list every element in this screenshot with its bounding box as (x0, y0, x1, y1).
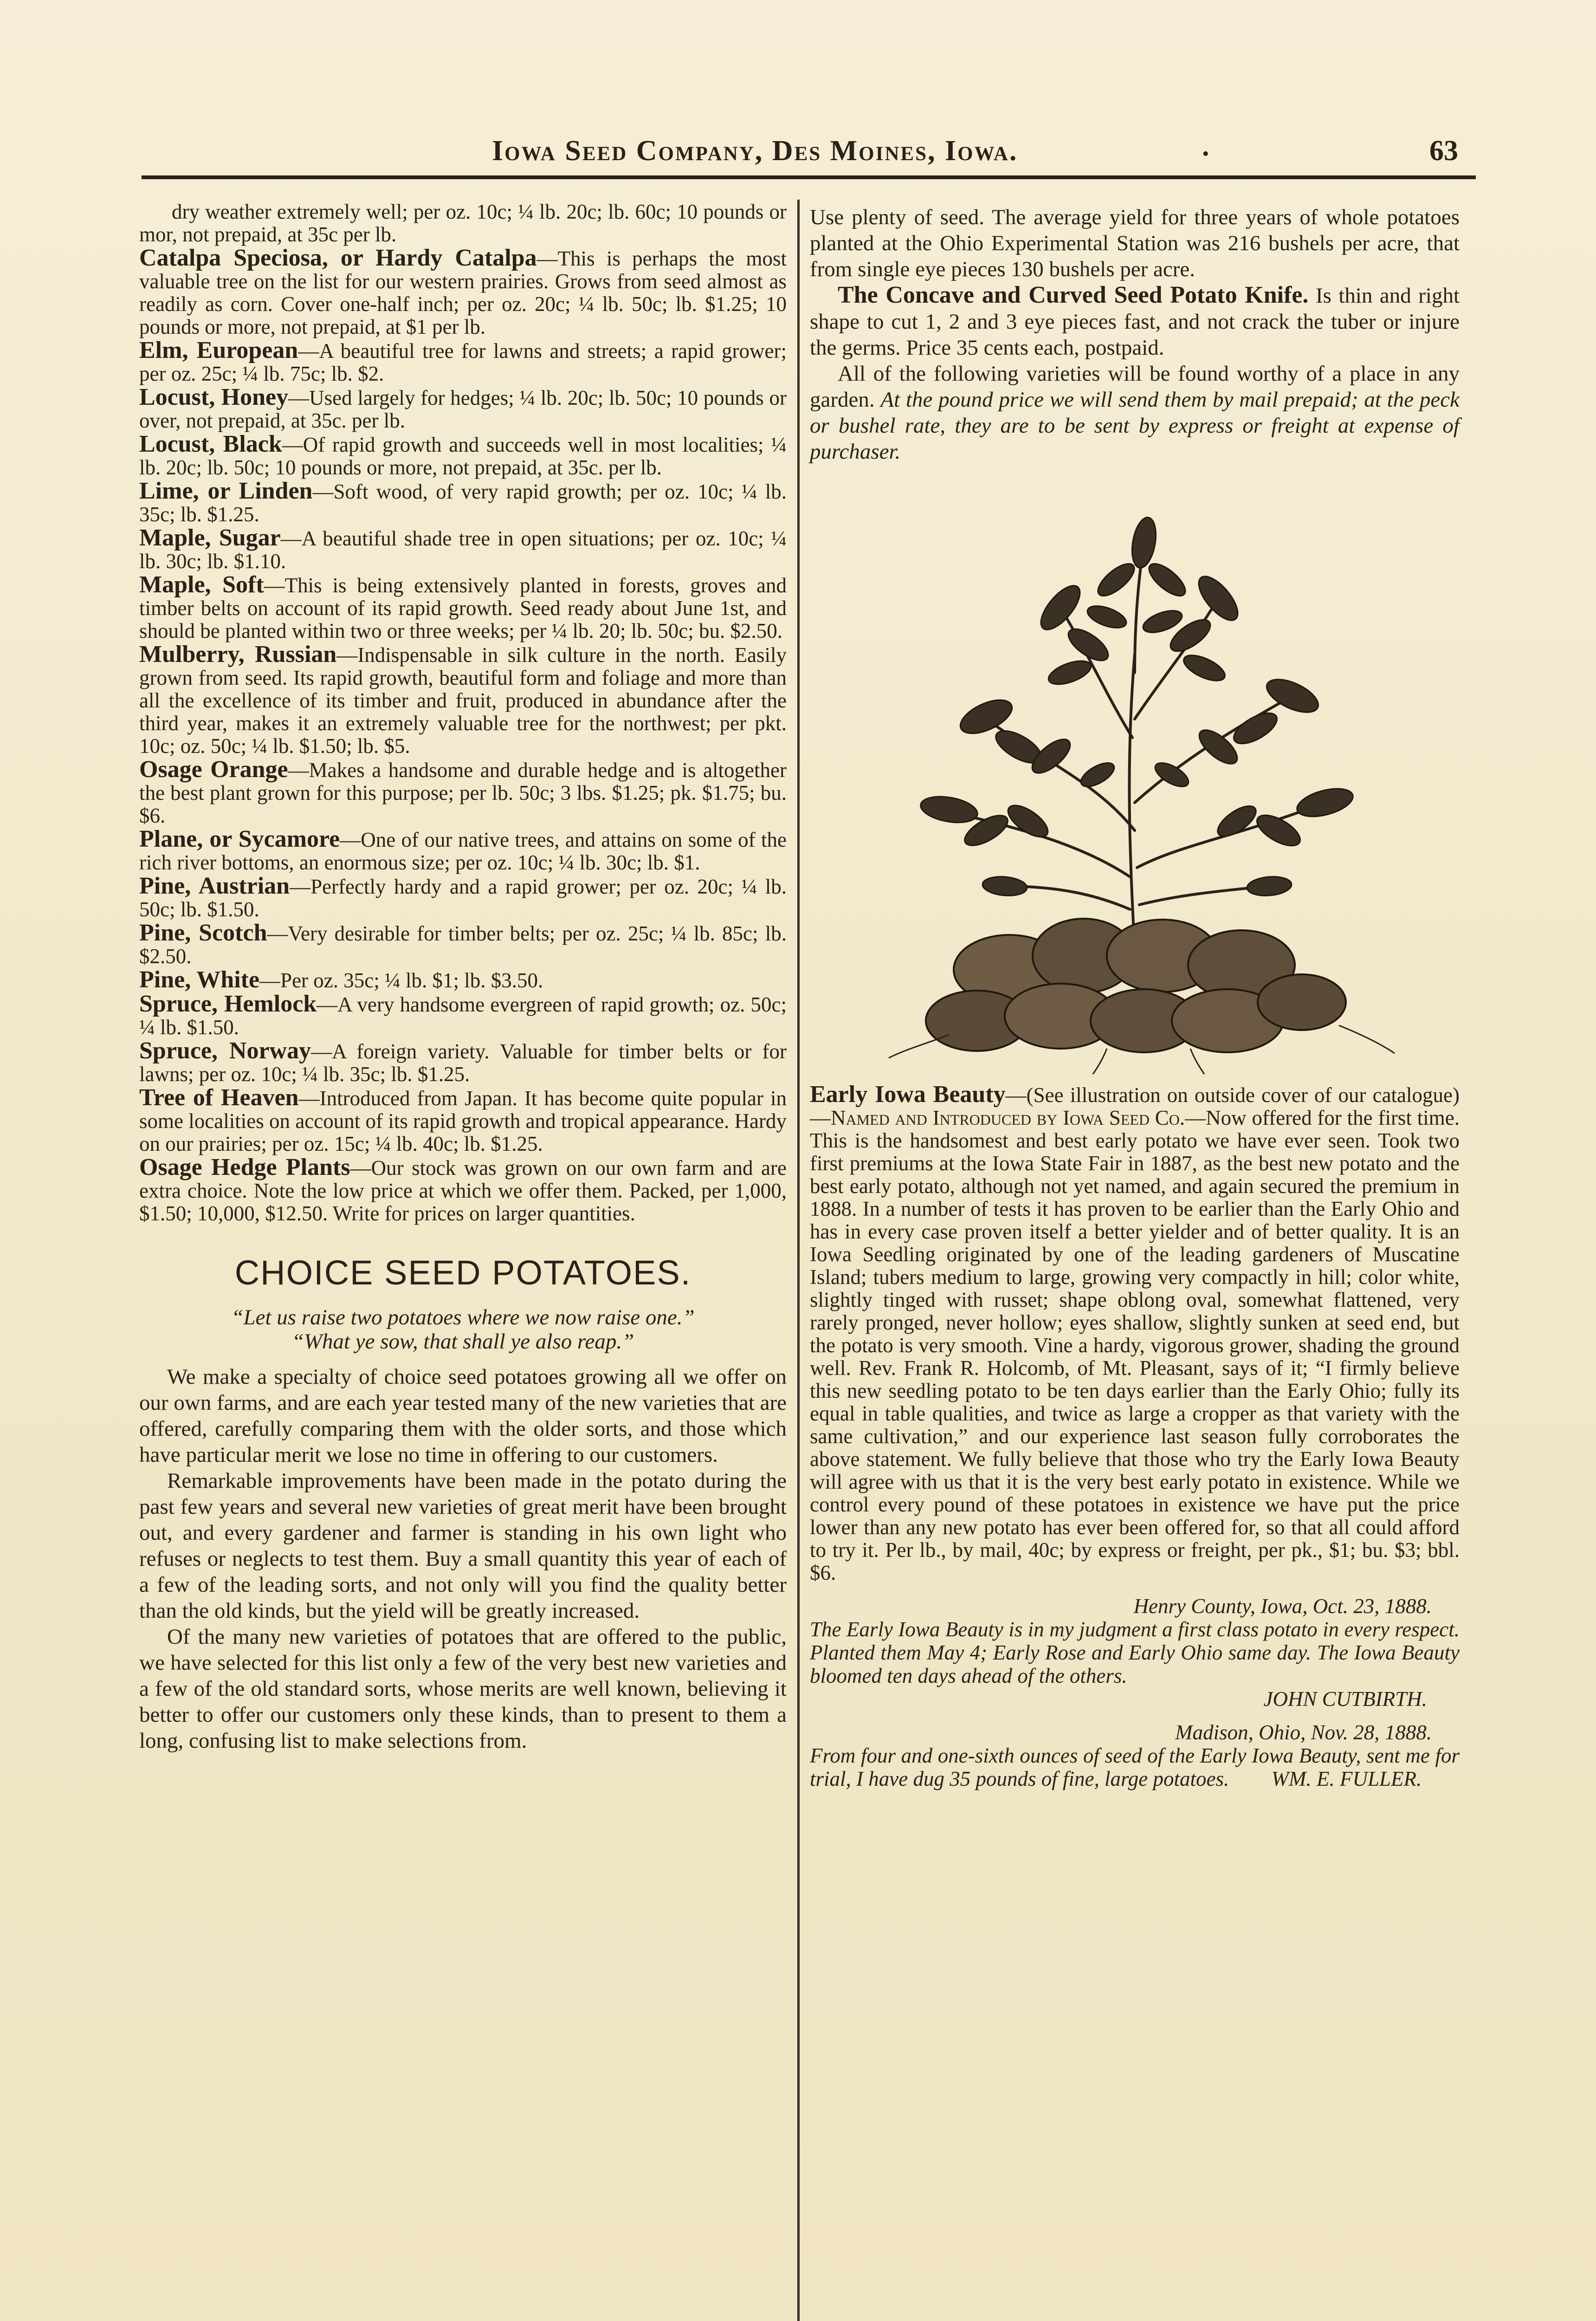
running-head: Iowa Seed Company, Des Moines, Iowa. (492, 135, 1018, 167)
knife-paragraph: The Concave and Curved Seed Potato Knife. Is thin and right shape to cut 1, 2 and 3 eye pieces fast, and not crack the tuber or injure the germs. Price 35 cents each, postpaid. (810, 282, 1460, 360)
tree-seed-entry: Catalpa Speciosa, or Hardy Catalpa—This is perhaps the most valuable tree on the list for our western prairies. Grows from seed almost as readily as corn. Cover one-half inch; per oz. 20c; ¼ lb. 50c; lb. $1.25; 10 pounds or more, not prepaid, at $1 per lb. (139, 245, 787, 338)
section-title: CHOICE SEED POTATOES. (234, 1253, 691, 1292)
body-paragraph: We make a specialty of choice seed potatoes growing all we offer on our own farms, and are each year tested many of the new varieties that are offered, carefully comparing them with the older sorts, and those which have particular merit we lose no time in offering to our customers. (139, 1365, 787, 1467)
variety-name: Early Iowa Beauty (810, 1081, 1006, 1108)
page-header (139, 130, 1476, 172)
testimonial-body: The Early Iowa Beauty is in my judgment a first class potato in every respect. Planted them May 4; Early Rose and Early Ohio same day. The Iowa Beauty bloomed ten days ahead of the others. (810, 1618, 1460, 1687)
potato-plant-illustration (810, 478, 1460, 1076)
body-paragraph: Use plenty of seed. The average yield for three years of whole potatoes planted at the Ohio Experimental Station was 216 bushels per acre, that from single eye pieces 130 bushels per acre. (810, 205, 1460, 281)
right-column (810, 204, 1460, 1790)
header-rule (142, 175, 1476, 179)
tree-seed-entry: Pine, Scotch—Very desirable for timber belts; per oz. 25c; ¼ lb. 85c; lb. $2.50. (139, 920, 787, 968)
testimonial-dateline: Madison, Ohio, Nov. 28, 1888. (1175, 1721, 1432, 1744)
column-rule (797, 200, 800, 2321)
tree-seed-entry: Locust, Black—Of rapid growth and succeeds well in most localities; ¼ lb. 20c; lb. 50c; 10 pounds or more, not prepaid, at 35c. per lb. (139, 431, 787, 479)
tree-seed-entry: dry weather extremely well; per oz. 10c; ¼ lb. 20c; lb. 60c; 10 pounds or mor, not prepaid, at 35c per lb. (139, 200, 787, 246)
testimonial-signature: WM. E. FULLER. (1271, 1767, 1422, 1790)
tree-seed-entry: Pine, White—Per oz. 35c; ¼ lb. $1; lb. $3.50. (139, 966, 543, 993)
epigraph: “Let us raise two potatoes where we now raise one.” “What ye sow, that shall ye also reap.” (231, 1305, 695, 1354)
testimonial-signature: JOHN CUTBIRTH. (1263, 1687, 1427, 1711)
tree-seed-entry: Spruce, Norway—A foreign variety. Valuable for timber belts or for lawns; per oz. 10c; ¼ lb. 35c; lb. $1.25. (139, 1037, 787, 1086)
body-paragraph: Of the many new varieties of potatoes that are offered to the public, we have selected for this list only a few of the very best new varieties and a few of the old standard sorts, whose merits are well known, believing it better to offer our customers only these kinds, than to present to them a long, confusing list to make selections from. (139, 1625, 787, 1753)
testimonial-dateline: Henry County, Iowa, Oct. 23, 1888. (1133, 1595, 1432, 1618)
tree-seed-entry: Lime, or Linden—Soft wood, of very rapid growth; per oz. 10c; ¼ lb. 35c; lb. $1.25. (139, 478, 787, 526)
tree-seed-entry: Osage Hedge Plants—Our stock was grown on our own farm and are extra choice. Note the low price at which we offer them. Packed, per 1,000, $1.50; 10,000, $12.50. Write for prices on larger quantities. (139, 1154, 787, 1225)
tree-seed-entry: Tree of Heaven—Introduced from Japan. It has become quite popular in some localities on account of its rapid growth and tropical appearance. Hardy on our prairies; per oz. 15c; ¼ lb. 40c; lb. $1.25. (139, 1084, 787, 1155)
tree-seed-entry: Pine, Austrian—Perfectly hardy and a rapid grower; per oz. 20c; ¼ lb. 50c; lb. $1.50. (139, 873, 787, 921)
knife-title: The Concave and Curved Seed Potato Knife. (838, 282, 1309, 308)
tree-seed-entry: Mulberry, Russian—Indispensable in silk culture in the north. Easily grown from seed. Its rapid growth, beautiful form and foliage and more than all the excellence of its timber and fruit, produced in abundance after the third year, makes it an extremely valuable tree for the northwest; per pkt. 10c; oz. 50c; ¼ lb. $1.50; lb. $5. (139, 641, 787, 758)
header-dot: . (1202, 130, 1209, 162)
page-number: 63 (1429, 135, 1458, 167)
body-paragraph: Remarkable improvements have been made in the potato during the past few years and several new varieties of great merit have been brought out, and every gardener and farmer is standing in his own light who refuses or neglects to test them. Buy a small quantity this year of each of a few of the leading sorts, and not only will you find the quality better than the old kinds, but the yield will be greatly increased. (139, 1469, 787, 1623)
testimonial-body: From four and one-sixth ounces of seed of the Early Iowa Beauty, sent me for trial, I have dug 35 pounds of fine, large potatoes. WM. E. FULLER. (810, 1744, 1460, 1790)
tree-seed-entry: Maple, Sugar—A beautiful shade tree in open situations; per oz. 10c; ¼ lb. 30c; lb. $1.10. (139, 525, 787, 573)
testimonial (810, 1595, 1460, 1711)
tree-seed-entry: Locust, Honey—Used largely for hedges; ¼ lb. 20c; lb. 50c; 10 pounds or over, not prepaid, at 35c. per lb. (139, 384, 787, 432)
tree-seed-entry: Maple, Soft—This is being extensively planted in forests, groves and timber belts on account of its rapid growth. Seed ready about June 1st, and should be planted within two or three weeks; per ¼ lb. 20; lb. 50c; bu. $2.50. (139, 571, 787, 642)
tree-seed-entry: Spruce, Hemlock—A very handsome evergreen of rapid growth; oz. 50c; ¼ lb. $1.50. (139, 991, 787, 1039)
tree-seed-entry: Osage Orange—Makes a handsome and durable hedge and is altogether the best plant grown for this purpose; per lb. 50c; 3 lbs. $1.25; pk. $1.75; bu. $6. (139, 756, 787, 827)
tree-seed-entry: Plane, or Sycamore—One of our native trees, and attains on some of the rich river bottoms, an enormous size; per oz. 10c; ¼ lb. 30c; lb. $1. (139, 826, 787, 874)
tree-seed-entry: Elm, European—A beautiful tree for lawns and streets; a rapid grower; per oz. 25c; ¼ lb. 75c; lb. $2. (139, 337, 787, 385)
left-column (139, 200, 787, 1754)
testimonial (810, 1721, 1460, 1790)
varieties-paragraph: All of the following varieties will be found worthy of a place in any garden. At the pound price we will send them by mail prepaid; at the peck or bushel rate, they are to be sent by express or freight at expense of purchaser. (810, 362, 1460, 464)
potato-plant-icon (810, 478, 1460, 1076)
early-iowa-beauty-description: Early Iowa Beauty—(See illustration on outside cover of our catalogue)—Named and Introduced by Iowa Seed Co.—Now offered for the first time. This is the handsomest and best early potato we have ever seen. Took two first premiums at the Iowa State Fair in 1887, as the best new potato and the best early potato, although not yet named, and again secured the premium in 1888. In a number of tests it has proven to be earlier than the Early Ohio and has in every case proven itself a better yielder and of better quality. It is an Iowa Seedling originated by one of the leading gardeners of Muscatine Island; tubers medium to large, growing very compactly in hill; color white, slightly tinged with russet; shape oblong oval, somewhat flattened, very rarely pronged, never hollow; eyes shallow, slightly sunken at seed end, but the potato is very smooth. Vine a hardy, vigorous grower, shading the ground well. Rev. Frank R. Holcomb, of Mt. Pleasant, says of it; “I firmly believe this new seedling potato to be ten days earlier than the Early Ohio; fully its equal in table qualities, and twice as large a cropper as that variety with the same cultivation,” and our experience last season fully corroborates the above statement. We fully believe that those who try the Early Iowa Beauty will agree with us that it is the very best early potato in existence. While we control every pound of these potatoes in existence we have put the price lower than any new potato has ever been offered for, so that all could afford to try it. Per lb., by mail, 40c; by express or freight, per pk., $1; bu. $3; bbl. $6. (810, 1081, 1460, 1584)
